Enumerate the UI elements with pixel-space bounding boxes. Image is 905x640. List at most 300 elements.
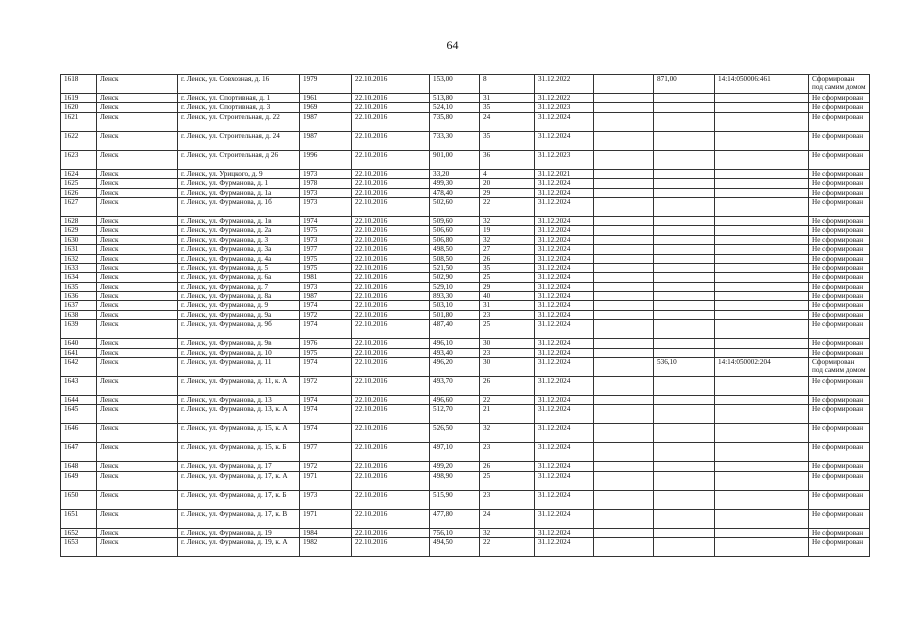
cell-survey-date: 22.10.2016 xyxy=(352,263,430,272)
cell-residents: 4 xyxy=(480,169,535,178)
cell-land-status: Не сформирован xyxy=(809,188,870,197)
cell-row-number: 1647 xyxy=(61,443,97,462)
cell-deadline: 31.12.2024 xyxy=(535,462,594,471)
table-row xyxy=(61,263,870,272)
cell-settlement: Ленск xyxy=(97,339,178,348)
cell-deadline: 31.12.2024 xyxy=(535,490,594,509)
cell-deadline: 31.12.2024 xyxy=(535,245,594,254)
cell-land-area xyxy=(654,197,715,216)
cell-survey-date: 22.10.2016 xyxy=(352,169,430,178)
cell-land-status: Не сформирован xyxy=(809,424,870,443)
table-row xyxy=(61,538,870,557)
cell-settlement: Ленск xyxy=(97,358,178,377)
cell-cadastral-number: 14:14:050006:461 xyxy=(715,75,809,94)
cell-row-number: 1650 xyxy=(61,490,97,509)
cell-area: 529,10 xyxy=(430,282,480,291)
cell-deadline: 31.12.2024 xyxy=(535,254,594,263)
cell-deadline: 31.12.2024 xyxy=(535,396,594,405)
cell-row-number: 1651 xyxy=(61,509,97,528)
table-row xyxy=(61,339,870,348)
cell-deadline: 31.12.2024 xyxy=(535,443,594,462)
cell-land-status: Не сформирован xyxy=(809,179,870,188)
cell-land-area xyxy=(654,150,715,169)
table-row xyxy=(61,103,870,112)
table-row xyxy=(61,254,870,263)
cell-land-area xyxy=(654,188,715,197)
cell-survey-date: 22.10.2016 xyxy=(352,538,430,557)
cell-build-year: 1973 xyxy=(300,490,352,509)
cell-extra xyxy=(594,509,654,528)
cell-settlement: Ленск xyxy=(97,263,178,272)
table-row xyxy=(61,358,870,377)
cell-cadastral-number xyxy=(715,471,809,490)
cell-area: 735,80 xyxy=(430,112,480,131)
cell-row-number: 1622 xyxy=(61,131,97,150)
cell-cadastral-number xyxy=(715,226,809,235)
cell-land-status: Не сформирован xyxy=(809,94,870,103)
cell-row-number: 1632 xyxy=(61,254,97,263)
cell-cadastral-number xyxy=(715,292,809,301)
cell-settlement: Ленск xyxy=(97,103,178,112)
cell-row-number: 1633 xyxy=(61,263,97,272)
cell-extra xyxy=(594,216,654,225)
cell-extra xyxy=(594,112,654,131)
cell-cadastral-number xyxy=(715,94,809,103)
cell-extra xyxy=(594,150,654,169)
cell-row-number: 1644 xyxy=(61,396,97,405)
table-row xyxy=(61,443,870,462)
table-row xyxy=(61,396,870,405)
cell-area: 526,50 xyxy=(430,424,480,443)
cell-build-year: 1973 xyxy=(300,188,352,197)
cell-settlement: Ленск xyxy=(97,75,178,94)
cell-survey-date: 22.10.2016 xyxy=(352,301,430,310)
table-row xyxy=(61,75,870,94)
cell-land-status: Не сформирован xyxy=(809,197,870,216)
cell-land-area: 871,00 xyxy=(654,75,715,94)
cell-extra xyxy=(594,263,654,272)
cell-area: 153,00 xyxy=(430,75,480,94)
cell-cadastral-number xyxy=(715,443,809,462)
cell-land-area xyxy=(654,538,715,557)
cell-deadline: 31.12.2024 xyxy=(535,301,594,310)
cell-area: 498,90 xyxy=(430,471,480,490)
cell-deadline: 31.12.2024 xyxy=(535,292,594,301)
cell-land-area xyxy=(654,292,715,301)
table-row xyxy=(61,490,870,509)
cell-deadline: 31.12.2024 xyxy=(535,235,594,244)
cell-land-status: Не сформирован xyxy=(809,169,870,178)
cell-settlement: Ленск xyxy=(97,301,178,310)
cell-residents: 27 xyxy=(480,245,535,254)
cell-row-number: 1628 xyxy=(61,216,97,225)
cell-survey-date: 22.10.2016 xyxy=(352,282,430,291)
cell-residents: 21 xyxy=(480,405,535,424)
cell-address: г. Ленск, ул. Фурманова, д. 1в xyxy=(178,216,300,225)
cell-land-status: Не сформирован xyxy=(809,443,870,462)
cell-area: 499,20 xyxy=(430,462,480,471)
cell-residents: 30 xyxy=(480,358,535,377)
cell-deadline: 31.12.2024 xyxy=(535,377,594,396)
cell-cadastral-number xyxy=(715,103,809,112)
cell-row-number: 1636 xyxy=(61,292,97,301)
cell-land-area xyxy=(654,169,715,178)
cell-row-number: 1643 xyxy=(61,377,97,396)
cell-cadastral-number xyxy=(715,339,809,348)
cell-land-status: Не сформирован xyxy=(809,301,870,310)
cell-extra xyxy=(594,179,654,188)
page-number: 64 xyxy=(446,38,459,52)
cell-row-number: 1625 xyxy=(61,179,97,188)
cell-residents: 20 xyxy=(480,179,535,188)
cell-cadastral-number xyxy=(715,188,809,197)
cell-settlement: Ленск xyxy=(97,348,178,357)
cell-cadastral-number xyxy=(715,405,809,424)
cell-address: г. Ленск, ул. Фурманова, д. 7 xyxy=(178,282,300,291)
cell-deadline: 31.12.2024 xyxy=(535,538,594,557)
cell-land-area xyxy=(654,273,715,282)
cell-cadastral-number xyxy=(715,424,809,443)
cell-address: г. Ленск, ул. Фурманова, д. 6а xyxy=(178,273,300,282)
cell-residents: 22 xyxy=(480,538,535,557)
cell-area: 503,10 xyxy=(430,301,480,310)
cell-residents: 30 xyxy=(480,339,535,348)
cell-area: 494,50 xyxy=(430,538,480,557)
cell-extra xyxy=(594,292,654,301)
table-row xyxy=(61,216,870,225)
cell-address: г. Ленск, ул. Фурманова, д. 17 xyxy=(178,462,300,471)
cell-area: 515,90 xyxy=(430,490,480,509)
table-row xyxy=(61,235,870,244)
cell-address: г. Ленск, ул. Фурманова, д. 1а xyxy=(178,188,300,197)
cell-address: г. Ленск, ул. Строительная, д. 24 xyxy=(178,131,300,150)
cell-area: 521,50 xyxy=(430,263,480,272)
cell-land-status: Не сформирован xyxy=(809,216,870,225)
cell-land-area xyxy=(654,528,715,537)
cell-survey-date: 22.10.2016 xyxy=(352,471,430,490)
table-row xyxy=(61,169,870,178)
cell-residents: 29 xyxy=(480,188,535,197)
cell-build-year: 1987 xyxy=(300,131,352,150)
cell-deadline: 31.12.2024 xyxy=(535,263,594,272)
cell-land-status: Не сформирован xyxy=(809,320,870,339)
cell-residents: 23 xyxy=(480,348,535,357)
cell-build-year: 1973 xyxy=(300,197,352,216)
cell-deadline: 31.12.2024 xyxy=(535,188,594,197)
cell-land-area xyxy=(654,310,715,319)
cell-residents: 31 xyxy=(480,94,535,103)
cell-extra xyxy=(594,301,654,310)
cell-address: г. Ленск, ул. Фурманова, д. 19, к. А xyxy=(178,538,300,557)
cell-area: 508,50 xyxy=(430,254,480,263)
cell-land-status: Не сформирован xyxy=(809,509,870,528)
cell-extra xyxy=(594,75,654,94)
cell-cadastral-number xyxy=(715,282,809,291)
cell-extra xyxy=(594,443,654,462)
cell-settlement: Ленск xyxy=(97,509,178,528)
cell-row-number: 1619 xyxy=(61,94,97,103)
table-row xyxy=(61,188,870,197)
cell-land-area xyxy=(654,405,715,424)
cell-land-area xyxy=(654,282,715,291)
table-row xyxy=(61,112,870,131)
cell-area: 496,10 xyxy=(430,339,480,348)
cell-cadastral-number: 14:14:050002:204 xyxy=(715,358,809,377)
cell-land-status: Не сформирован xyxy=(809,292,870,301)
cell-build-year: 1973 xyxy=(300,282,352,291)
table-row xyxy=(61,292,870,301)
cell-survey-date: 22.10.2016 xyxy=(352,216,430,225)
cell-deadline: 31.12.2024 xyxy=(535,197,594,216)
cell-cadastral-number xyxy=(715,179,809,188)
cell-extra xyxy=(594,197,654,216)
cell-cadastral-number xyxy=(715,216,809,225)
cell-land-area xyxy=(654,396,715,405)
cell-residents: 25 xyxy=(480,273,535,282)
table-row xyxy=(61,273,870,282)
cell-survey-date: 22.10.2016 xyxy=(352,103,430,112)
cell-build-year: 1972 xyxy=(300,377,352,396)
cell-settlement: Ленск xyxy=(97,377,178,396)
cell-extra xyxy=(594,226,654,235)
cell-land-area xyxy=(654,348,715,357)
cell-address: г. Ленск, ул. Фурманова, д. 1б xyxy=(178,197,300,216)
cell-settlement: Ленск xyxy=(97,538,178,557)
table-row xyxy=(61,301,870,310)
cell-area: 496,20 xyxy=(430,358,480,377)
cell-extra xyxy=(594,528,654,537)
cell-residents: 32 xyxy=(480,216,535,225)
cell-extra xyxy=(594,282,654,291)
table-row xyxy=(61,377,870,396)
cell-settlement: Ленск xyxy=(97,254,178,263)
cell-row-number: 1649 xyxy=(61,471,97,490)
cell-deadline: 31.12.2022 xyxy=(535,94,594,103)
cell-land-area xyxy=(654,490,715,509)
cell-residents: 35 xyxy=(480,263,535,272)
cell-land-status: Сформирован под самим домом xyxy=(809,358,870,377)
cell-cadastral-number xyxy=(715,131,809,150)
table-row xyxy=(61,245,870,254)
cell-cadastral-number xyxy=(715,396,809,405)
cell-survey-date: 22.10.2016 xyxy=(352,188,430,197)
cell-land-area xyxy=(654,263,715,272)
cell-address: г. Ленск, ул. Фурманова, д. 17, к. А xyxy=(178,471,300,490)
cell-settlement: Ленск xyxy=(97,150,178,169)
cell-land-area xyxy=(654,339,715,348)
cell-settlement: Ленск xyxy=(97,273,178,282)
cell-area: 502,60 xyxy=(430,197,480,216)
cell-deadline: 31.12.2024 xyxy=(535,424,594,443)
table-row xyxy=(61,94,870,103)
cell-settlement: Ленск xyxy=(97,310,178,319)
cell-cadastral-number xyxy=(715,538,809,557)
cell-build-year: 1976 xyxy=(300,339,352,348)
cell-survey-date: 22.10.2016 xyxy=(352,424,430,443)
cell-residents: 26 xyxy=(480,377,535,396)
cell-row-number: 1653 xyxy=(61,538,97,557)
cell-settlement: Ленск xyxy=(97,245,178,254)
cell-deadline: 31.12.2024 xyxy=(535,226,594,235)
cell-build-year: 1974 xyxy=(300,216,352,225)
cell-address: г. Ленск, ул. Урицкого, д. 9 xyxy=(178,169,300,178)
cell-area: 733,30 xyxy=(430,131,480,150)
cell-build-year: 1975 xyxy=(300,348,352,357)
cell-settlement: Ленск xyxy=(97,320,178,339)
cell-settlement: Ленск xyxy=(97,188,178,197)
cell-land-status: Не сформирован xyxy=(809,235,870,244)
cell-residents: 32 xyxy=(480,235,535,244)
cell-extra xyxy=(594,405,654,424)
cell-cadastral-number xyxy=(715,320,809,339)
cell-deadline: 31.12.2024 xyxy=(535,405,594,424)
housing-registry-table xyxy=(60,74,870,557)
cell-address: г. Ленск, ул. Фурманова, д. 17, к. Б xyxy=(178,490,300,509)
cell-row-number: 1629 xyxy=(61,226,97,235)
cell-land-status: Не сформирован xyxy=(809,245,870,254)
cell-land-area: 536,10 xyxy=(654,358,715,377)
cell-extra xyxy=(594,273,654,282)
cell-address: г. Ленск, ул. Фурманова, д. 4а xyxy=(178,254,300,263)
cell-row-number: 1634 xyxy=(61,273,97,282)
cell-residents: 35 xyxy=(480,131,535,150)
cell-extra xyxy=(594,348,654,357)
cell-land-area xyxy=(654,112,715,131)
cell-land-status: Не сформирован xyxy=(809,377,870,396)
cell-residents: 40 xyxy=(480,292,535,301)
cell-build-year: 1974 xyxy=(300,301,352,310)
cell-survey-date: 22.10.2016 xyxy=(352,377,430,396)
cell-settlement: Ленск xyxy=(97,179,178,188)
table-row xyxy=(61,320,870,339)
cell-build-year: 1982 xyxy=(300,538,352,557)
cell-land-area xyxy=(654,179,715,188)
cell-cadastral-number xyxy=(715,254,809,263)
cell-land-area xyxy=(654,301,715,310)
table-row xyxy=(61,424,870,443)
cell-extra xyxy=(594,538,654,557)
cell-area: 498,50 xyxy=(430,245,480,254)
cell-survey-date: 22.10.2016 xyxy=(352,396,430,405)
cell-land-area xyxy=(654,94,715,103)
cell-settlement: Ленск xyxy=(97,405,178,424)
cell-survey-date: 22.10.2016 xyxy=(352,339,430,348)
cell-build-year: 1977 xyxy=(300,245,352,254)
cell-area: 513,80 xyxy=(430,94,480,103)
cell-extra xyxy=(594,320,654,339)
cell-row-number: 1635 xyxy=(61,282,97,291)
cell-deadline: 31.12.2024 xyxy=(535,348,594,357)
cell-row-number: 1631 xyxy=(61,245,97,254)
cell-settlement: Ленск xyxy=(97,471,178,490)
cell-survey-date: 22.10.2016 xyxy=(352,348,430,357)
cell-address: г. Ленск, ул. Фурманова, д. 5 xyxy=(178,263,300,272)
cell-survey-date: 22.10.2016 xyxy=(352,320,430,339)
cell-cadastral-number xyxy=(715,273,809,282)
cell-area: 496,60 xyxy=(430,396,480,405)
cell-residents: 25 xyxy=(480,471,535,490)
cell-survey-date: 22.10.2016 xyxy=(352,358,430,377)
table-row xyxy=(61,197,870,216)
cell-extra xyxy=(594,358,654,377)
cell-cadastral-number xyxy=(715,528,809,537)
cell-land-area xyxy=(654,320,715,339)
cell-address: г. Ленск, ул. Фурманова, д. 19 xyxy=(178,528,300,537)
cell-residents: 35 xyxy=(480,103,535,112)
cell-land-status: Не сформирован xyxy=(809,471,870,490)
cell-settlement: Ленск xyxy=(97,216,178,225)
cell-build-year: 1975 xyxy=(300,226,352,235)
cell-land-area xyxy=(654,377,715,396)
cell-area: 477,80 xyxy=(430,509,480,528)
cell-address: г. Ленск, ул. Фурманова, д. 9б xyxy=(178,320,300,339)
cell-extra xyxy=(594,103,654,112)
cell-deadline: 31.12.2024 xyxy=(535,179,594,188)
cell-build-year: 1996 xyxy=(300,150,352,169)
cell-land-area xyxy=(654,245,715,254)
cell-settlement: Ленск xyxy=(97,131,178,150)
cell-residents: 19 xyxy=(480,226,535,235)
cell-address: г. Ленск, ул. Фурманова, д. 13 xyxy=(178,396,300,405)
cell-area: 502,90 xyxy=(430,273,480,282)
cell-build-year: 1973 xyxy=(300,169,352,178)
cell-land-status: Не сформирован xyxy=(809,131,870,150)
cell-area: 493,40 xyxy=(430,348,480,357)
cell-extra xyxy=(594,471,654,490)
cell-land-status: Не сформирован xyxy=(809,528,870,537)
cell-deadline: 31.12.2024 xyxy=(535,339,594,348)
cell-build-year: 1974 xyxy=(300,396,352,405)
cell-area: 33,20 xyxy=(430,169,480,178)
cell-residents: 26 xyxy=(480,462,535,471)
table-row xyxy=(61,226,870,235)
cell-cadastral-number xyxy=(715,197,809,216)
cell-build-year: 1974 xyxy=(300,320,352,339)
cell-land-area xyxy=(654,103,715,112)
cell-deadline: 31.12.2024 xyxy=(535,358,594,377)
cell-cadastral-number xyxy=(715,112,809,131)
cell-build-year: 1969 xyxy=(300,103,352,112)
cell-extra xyxy=(594,462,654,471)
cell-deadline: 31.12.2024 xyxy=(535,528,594,537)
cell-deadline: 31.12.2022 xyxy=(535,75,594,94)
cell-build-year: 1987 xyxy=(300,292,352,301)
cell-settlement: Ленск xyxy=(97,424,178,443)
cell-area: 499,30 xyxy=(430,179,480,188)
cell-address: г. Ленск, ул. Фурманова, д. 3а xyxy=(178,245,300,254)
cell-build-year: 1974 xyxy=(300,424,352,443)
cell-cadastral-number xyxy=(715,509,809,528)
cell-survey-date: 22.10.2016 xyxy=(352,509,430,528)
cell-extra xyxy=(594,490,654,509)
cell-address: г. Ленск, ул. Фурманова, д. 9в xyxy=(178,339,300,348)
cell-land-status: Не сформирован xyxy=(809,490,870,509)
cell-survey-date: 22.10.2016 xyxy=(352,150,430,169)
cell-land-status: Не сформирован xyxy=(809,103,870,112)
cell-residents: 24 xyxy=(480,509,535,528)
table-row xyxy=(61,528,870,537)
cell-build-year: 1979 xyxy=(300,75,352,94)
cell-survey-date: 22.10.2016 xyxy=(352,405,430,424)
cell-settlement: Ленск xyxy=(97,490,178,509)
table-row xyxy=(61,405,870,424)
cell-deadline: 31.12.2023 xyxy=(535,150,594,169)
cell-survey-date: 22.10.2016 xyxy=(352,75,430,94)
cell-settlement: Ленск xyxy=(97,112,178,131)
cell-row-number: 1620 xyxy=(61,103,97,112)
cell-residents: 23 xyxy=(480,443,535,462)
cell-row-number: 1618 xyxy=(61,75,97,94)
